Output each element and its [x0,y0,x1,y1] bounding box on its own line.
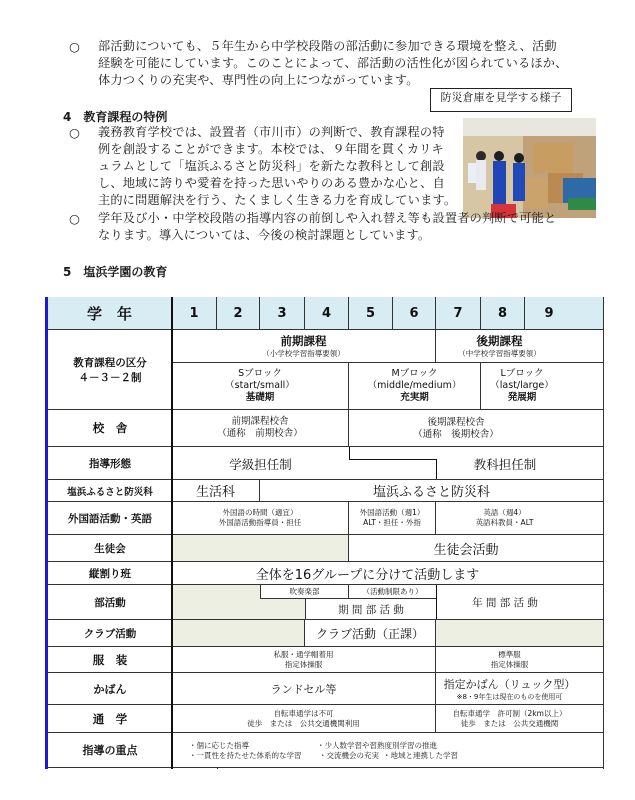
council-empty-cell [172,535,349,562]
row-label-commute: 通 学 [48,705,172,733]
block-en: （start/small） [225,380,295,391]
commute-line: 徒歩 または 公共交通機関 [460,718,559,728]
row-label-clothing: 服 装 [48,647,172,673]
m-block-cell [349,363,481,410]
early-course-sub: （小学校学習指導要領） [262,349,345,358]
clothing-line: 指定体操服 [490,659,529,669]
clothing-line: 標準服 [498,649,521,659]
early-course-title: 前期課程 [280,334,327,348]
late-building-cell [349,410,604,447]
section-5-title: 5 塩浜学園の教育 [63,265,168,279]
commute-line: 徒歩 または 公共交通機関利用 [247,718,360,728]
language-line: 英語（週4） [483,508,526,517]
intro-paragraph [98,38,568,89]
bag-note: ※8・9年生は現在のものを使用可 [456,692,563,701]
row-label-teaching: 指導形態 [48,447,172,480]
language-line: ALT・担任・外指 [363,518,421,527]
grade-3: 3 [260,297,305,330]
bag-early-cell: ランドセル等 [172,673,436,705]
homeroom-system: 学級担任制 [229,456,292,472]
row-label-focus: 指導の重点 [48,733,172,768]
period-club-cell: 期 間 部 活 動 [305,599,436,620]
row-label-building: 校 舎 [48,410,172,447]
life-studies-cell: 生活科 [172,480,260,502]
row-label-bag: かばん [48,673,172,705]
council-activity-cell: 生徒会活動 [349,535,604,562]
block-name: Sブロック [238,368,282,379]
late-course-sub: （中学校学習指導要領） [458,349,541,358]
intro-line: 体力つくりの充実や、専門性の向上につながっています。 [98,73,419,87]
bousai-warehouse-photo [463,118,596,218]
block-name: Lブロック [500,368,544,379]
paragraph-line: し、地域に誇りや愛着を持った思いやりのある豊かな心と、自 [98,176,445,190]
block-name: Mブロック [391,368,438,379]
clothing-line: 私服・通学帽着用 [273,649,334,659]
block-en: （last/large） [490,380,554,391]
grid-stub [217,768,218,769]
club-empty-cell [172,620,305,647]
block-en: （middle/medium） [367,380,462,391]
clothing-late-cell [436,647,604,673]
building-line: （通称 前期校舎） [217,428,303,439]
grade-1: 1 [172,297,217,330]
grade-4: 4 [305,297,349,330]
focus-item: ・一貫性を持たせた体系的な学習 [189,751,302,760]
row-label-shiohama: 塩浜ふるさと防災科 [48,480,172,502]
grade-2: 2 [217,297,260,330]
language-early-cell [172,502,349,535]
language-late-cell [436,502,604,535]
clothing-early-cell [172,647,436,673]
bag-line: 指定かばん（リュック型） [443,677,576,691]
paragraph-line: 例を創設することができます。本校では、９年間を貫くカリキ [98,142,444,156]
label-line: ４－３－２制 [78,371,142,384]
shiohama-bousai-cell: 塩浜ふるさと防災科 [260,480,604,502]
intro-line: 経験を可能にしています。このことによって、部活動の活性化が図られているほか、 [98,56,568,70]
language-line: 英語科教員・ALT [475,518,534,527]
brass-band-cell: 吹奏楽部 [260,585,349,599]
activity-limited-cell: （活動制限あり） [349,585,436,599]
commute-line: 自転車通学 許可制（2km以上） [452,708,567,718]
photo-illustration [463,118,596,218]
row-label-language: 外国語活動・英語 [48,502,172,535]
grade-5: 5 [349,297,393,330]
row-label-club: クラブ活動 [48,620,172,647]
clothing-line: 指定体操服 [284,659,323,669]
grade-7: 7 [436,297,481,330]
bullet-mark: ○ [69,39,80,54]
subject-teacher-system: 教科担任制 [473,456,537,472]
commute-early-cell [172,705,436,733]
row-label-curriculum [48,330,172,410]
language-line: 外国語の時間（適宜） [222,508,298,517]
grade-header-label: 学 年 [48,297,172,330]
groups-cell: 全体を16グループに分けて活動します [172,562,604,585]
paragraph-line: なります。導入については、今後の検討課題としています。 [98,228,431,242]
grade-9: 9 [525,297,604,330]
bullet-mark: ○ [69,125,80,140]
l-block-cell [481,363,604,410]
block-phase: 基礎期 [245,392,275,403]
focus-item: ・交流機会の充実 [319,751,379,760]
education-overview-table [45,297,601,769]
block-phase: 発展期 [507,392,537,403]
paragraph-line: 学年及び小・中学校段階の指導内容の前倒しや入れ替え等も設置者の判断で可能と [98,211,557,225]
bag-late-cell [436,673,604,705]
building-line: 後期課程校舎 [427,416,485,428]
bukatsu-empty-cell [172,585,260,620]
building-line: （通称 後期校舎） [413,428,499,440]
late-course-cell [436,330,604,363]
annual-club-cell: 年 間 部 活 動 [472,597,538,609]
label-line: 教育課程の区分 [73,356,147,369]
row-label-bukatsu: 部活動 [48,585,172,620]
intro-line: 部活動についても、５年生から中学校段階の部活動に参加できる環境を整え、活動 [98,39,557,53]
focus-item: ・少人数学習や習熟度別学習の推進 [317,741,437,750]
label-column-border [171,297,173,769]
row-label-groups: 縦割り班 [48,562,172,585]
section-4-paragraph-1 [98,124,456,209]
focus-cell [172,733,604,768]
focus-item: ・個に応じた指導 [189,741,249,750]
step-line [436,459,437,480]
grade-8: 8 [481,297,525,330]
block-phase: 充実期 [400,392,429,403]
language-middle-cell [349,502,436,535]
step-line [349,459,437,460]
s-block-cell [172,363,349,410]
photo-caption: 防災倉庫を見学する様子 [430,88,572,112]
early-course-cell [172,330,436,363]
club-empty-cell [436,620,604,647]
paragraph-line: 義務教育学校では、設置者（市川市）の判断で、教育課程の特 [98,125,445,139]
paragraph-line: ュラムとして「塩浜ふるさと防災科」を新たな教科として創設 [98,159,445,173]
section-4-title: 4 教育課程の特例 [63,110,168,124]
paragraph-line: 主的に問題解決を行う、たくましく生きる力を育成しています。 [98,193,457,207]
late-course-title: 後期課程 [476,334,523,348]
early-building-cell [172,410,349,447]
bullet-mark: ○ [69,211,80,226]
club-activity-cell: クラブ活動（正課） [305,620,436,647]
row-label-council: 生徒会 [48,535,172,562]
language-line: 外国語活動（週1） [359,508,425,517]
commute-late-cell [436,705,604,733]
bukatsu-empty-cell [260,599,305,620]
section-4-paragraph-2 [98,210,556,244]
commute-line: 自転車通学は不可 [273,708,334,718]
language-line: 外国語活動指導員・担任 [218,518,302,527]
focus-item: ・地域と連携した学習 [383,751,458,760]
building-line: 前期課程校舎 [231,416,289,427]
grade-6: 6 [393,297,436,330]
